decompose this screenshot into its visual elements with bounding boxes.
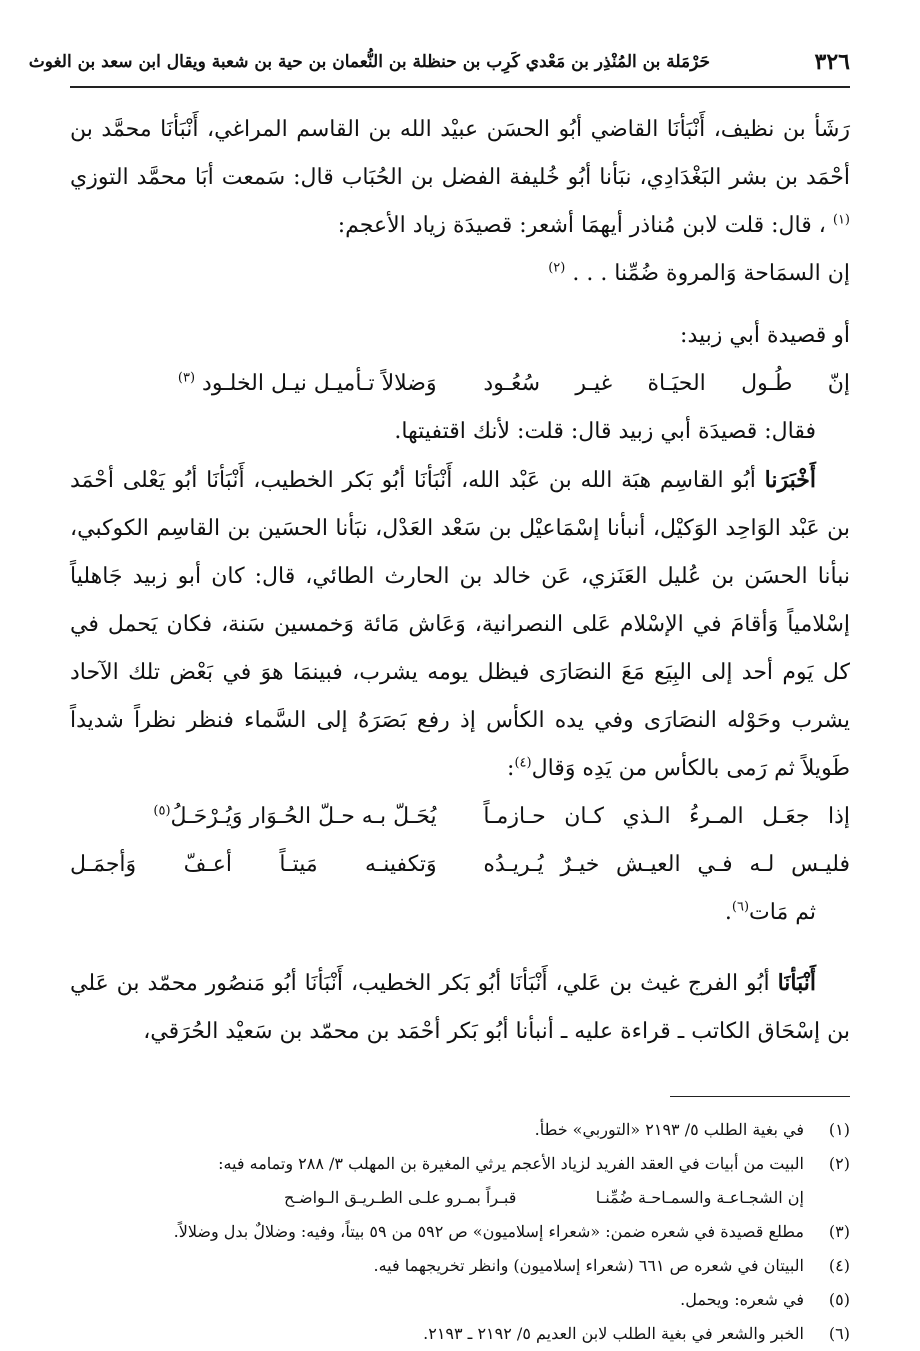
verse-line (70, 841, 850, 889)
paragraph (70, 959, 850, 1056)
footnote-number: (٢) (828, 1154, 850, 1173)
paragraph-text: أو قصيدة أبي زبيد: (680, 323, 850, 348)
verse-line (70, 360, 850, 408)
footnote-text: في شعره: ويحمل. (680, 1290, 804, 1309)
running-header (28, 40, 850, 88)
footnote-text: البيتان في شعره ص ٦٦١ (شعراء إسلاميون) وانظر تخريجهما فيه. (373, 1256, 804, 1275)
paragraph-text: أبُو القاسِم هبَة الله بن عَبْد الله، أَنْبَأنَا أبُو بَكر الخطيب، أَنْبَأنَا أبُو يَعْلى أحْمَد بن عَبْد الوَاحِد الوَكيْل، أنبأنا إسْمَاعيْل بن سَعْد العَدْل، نبَأنا الحسَين بن القاسِم الكوكبي، نبأنا الحسَن بن عُليل العَنَزي، عَن خالد بن الحارث الطائي، قال: كان أبو زبيد جَاهلياً إسْلامياً وَأقامَ في الإسْلام عَلى النصرانية، وَعَاش مَائة وَخمسين سَنة، فكان يَحمل في كل يَوم أحد إلى البِيَع مَعَ النصَارَى فيظل يومه يشرب، فبينمَا هوَ في بَعْض تلك الآحاد يشرب وحَوْله النصَارَى وفي يده الكأس إذ رفع بَصَرَهُ إلى السَّماء فنظر نظراً شديداً طَويلاً ثم رَمى بالكأس من يَدِه وَقال (70, 468, 850, 781)
verse-left-hemistich (70, 793, 437, 841)
lead-word: أَخْبَرَنا (764, 467, 816, 493)
footnote-text: البيت من أبيات في العقد الفريد لزياد الأعجم يرثي المغيرة بن المهلب ٣/ ٢٨٨ وتمامه فيه: (218, 1154, 804, 1173)
page-number: ٣٢٦ (814, 49, 850, 75)
hemistich-text: يُحَـلّ بـه حـلّ الحُـوَار وَيُـرْحَـلُ (170, 804, 437, 829)
footnote-text: مطلع قصيدة في شعره ضمن: «شعراء إسلاميون» ص ٥٩٢ من ٥٩ بيتاً، وفيه: وضلالٌ بدل وضلالاً. (173, 1222, 804, 1241)
paragraph-text: ثم مَات (749, 900, 816, 925)
footnote-text: في بغية الطلب ٥/ ٢١٩٣ «التوربي» خطأ. (534, 1120, 804, 1139)
footnote-verse (284, 1181, 850, 1215)
footnote-item (70, 1317, 850, 1351)
footnote-number: (٣) (828, 1222, 850, 1241)
verse-left-hemistich (70, 360, 437, 408)
paragraph (70, 106, 850, 250)
footnote-number: (٤) (828, 1256, 850, 1275)
footnote-item (70, 1283, 850, 1317)
footnote-item (70, 1215, 850, 1249)
paragraph (70, 889, 850, 937)
lead-word: أَنْبَأنَا (777, 970, 816, 996)
footnote-reference: (٣) (177, 370, 196, 386)
verse-left-hemistich: وَتكفينـه مَيتـاً أعـفّ وَأجمَـل (70, 852, 437, 877)
paragraph-text: . (724, 900, 732, 925)
footnote-item (70, 1113, 850, 1147)
footnote-number: (٦) (828, 1324, 850, 1343)
verse-right-hemistich: فليـس لـه فـي العيـش خيـرٌ يُـريـدُه (483, 852, 850, 877)
footnote-number: (٥) (828, 1290, 850, 1309)
verse-line (70, 793, 850, 841)
paragraph-text: أبُو الفرج غيث بن عَلي، أَنْبَأنَا أبُو بَكر الخطيب، أَنْبَأنَا أبُو مَنصُور محمّد بن عَلي بن إسْحَاق الكاتب ـ قراءة عليه ـ أنبأنا أبُو بَكر أحْمَد بن محمّد بن سَعيْد الحُرَقي، (70, 971, 850, 1044)
paragraph-text: رَشَأ بن نظيف، أَنْبَأنَا القاضي أبُو الحسَن عبيْد الله بن القاسم المراغي، أَنْبَأنَا محمَّد بن أحْمَد بن بشر البَغْدَادِي، نبَأنا أبُو خُليفة الفضل بن الحُبَاب قال: سَمعت أبَا محمَّد التوزي (70, 117, 850, 190)
footnotes (70, 1113, 850, 1351)
footnote-reference: (٥) (153, 803, 171, 819)
footnote-reference: (٢) (548, 260, 566, 276)
paragraph (70, 312, 850, 360)
paragraph-text: : (507, 756, 515, 781)
footnote-reference: (٦) (731, 899, 750, 915)
paragraph-text: فقال: قصيدَة أبي زبيد قال: قلت: لأنك اقتفيتها. (394, 419, 816, 444)
footnote-reference: (١) (832, 212, 850, 228)
main-text (70, 106, 850, 1056)
footnote-number: (١) (828, 1120, 850, 1139)
footnote-verse-left: قبـراً بمـرو علـى الطـريـق الـواضـح (284, 1188, 517, 1207)
footnote-reference: (٤) (514, 755, 532, 771)
hemistich-text: وَضلالاً تـأميـل نيـل الخلـود (202, 371, 437, 396)
footnote-text: الخبر والشعر في بغية الطلب لابن العديم ٥/ ٢١٩٢ ـ ٢١٩٣. (423, 1324, 804, 1343)
paragraph-text: ، قال: قلت لابن مُناذر أيهمَا أشعر: قصيدَة زياد الأعجم: (337, 213, 826, 238)
footnote-item (70, 1249, 850, 1283)
book-page (28, 40, 850, 1351)
paragraph (70, 456, 850, 793)
footnote-verse-right: إن الشجـاعـة والسمـاحـة ضُمِّنـا (595, 1188, 804, 1207)
hemistich (548, 250, 850, 298)
verse-right-hemistich: إذا جعَـل المـرءُ الـذي كـان حـازمـاً (483, 804, 850, 829)
paragraph (70, 408, 850, 456)
header-title: حَرْمَلة بن المُنْذِر بن مَعْدي كَرِب بن حنظلة بن النُّعمان بن حية بن شعبة ويقال ابن سعد بن الغوث (28, 52, 710, 72)
hemistich-text: إن السمَاحة وَالمروة ضُمِّنا . . . (572, 261, 850, 286)
quoted-hemistich (70, 250, 850, 298)
footnote-item (70, 1147, 850, 1181)
verse-right-hemistich: إنّ طُـول الحيَـاة غيـر سُعُـود (483, 371, 850, 396)
footnote-separator (670, 1096, 850, 1097)
